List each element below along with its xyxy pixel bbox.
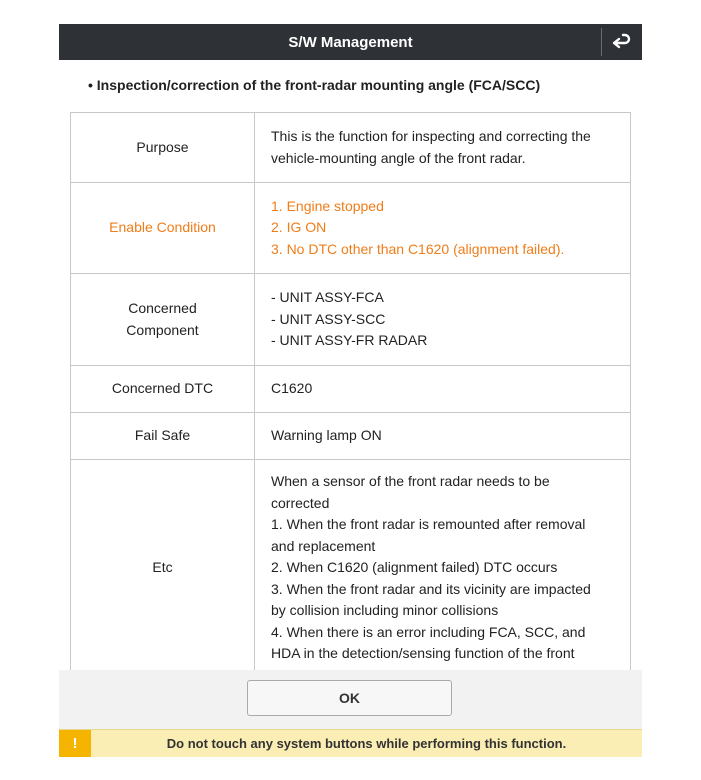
concerned-component-value	[255, 274, 631, 366]
enable-condition-value	[255, 183, 631, 274]
back-button[interactable]	[602, 24, 642, 60]
warning-bar	[59, 729, 642, 757]
table-row	[71, 460, 631, 671]
concerned-component-label	[71, 274, 255, 366]
fail-safe-value: Warning lamp ON	[255, 413, 631, 460]
function-subtitle: • Inspection/correction of the front-radar mounting angle (FCA/SCC)	[88, 77, 541, 93]
condition-line: 2. IG ON	[271, 219, 327, 236]
component-line: - UNIT ASSY-FCA	[271, 289, 384, 306]
etc-line: by collision including minor collisions	[271, 602, 499, 618]
dialog-footer	[59, 670, 642, 729]
etc-label: Etc	[71, 460, 255, 671]
etc-line: 2. When C1620 (alignment failed) DTC occurs	[271, 559, 558, 575]
table-row	[71, 274, 631, 366]
table-row	[71, 183, 631, 274]
table-row	[71, 113, 631, 183]
ok-button[interactable]: OK	[247, 680, 452, 716]
enable-condition-label: Enable Condition	[71, 183, 255, 274]
etc-line: and replacement	[271, 537, 376, 554]
purpose-label: Purpose	[71, 113, 255, 183]
table-row	[71, 413, 631, 460]
warning-text: Do not touch any system buttons while performing this function.	[166, 736, 567, 751]
purpose-line: vehicle-mounting angle of the front radar.	[271, 149, 526, 166]
component-label-line: Concerned	[128, 300, 197, 316]
component-line: - UNIT ASSY-SCC	[271, 310, 386, 327]
table-row	[71, 366, 631, 413]
fail-safe-label: Fail Safe	[71, 413, 255, 460]
back-arrow-icon	[612, 33, 632, 51]
window-title: S/W Management	[288, 33, 413, 51]
warning-icon: !	[59, 730, 91, 757]
component-line: - UNIT ASSY-FR RADAR	[271, 332, 428, 349]
concerned-dtc-label: Concerned DTC	[71, 366, 255, 413]
etc-line: 3. When the front radar and its vicinity are impacted	[271, 580, 591, 597]
etc-line: corrected	[271, 494, 330, 511]
title-bar	[59, 24, 642, 60]
purpose-line: This is the function for inspecting and correcting the	[271, 128, 591, 144]
condition-line: 3. No DTC other than C1620 (alignment failed).	[271, 240, 565, 257]
etc-line: 4. When there is an error including FCA, SCC, and	[271, 623, 586, 640]
etc-value	[255, 460, 631, 671]
etc-line: HDA in the detection/sensing function of the front	[271, 645, 575, 661]
function-info-table	[70, 112, 631, 670]
condition-line: 1. Engine stopped	[271, 197, 384, 214]
concerned-dtc-value: C1620	[255, 366, 631, 413]
info-scroll-area[interactable]	[70, 112, 631, 670]
purpose-value	[255, 113, 631, 183]
component-label-line: Component	[126, 321, 199, 338]
etc-line: 1. When the front radar is remounted after removal	[271, 516, 586, 532]
etc-line: When a sensor of the front radar needs to be	[271, 473, 550, 489]
